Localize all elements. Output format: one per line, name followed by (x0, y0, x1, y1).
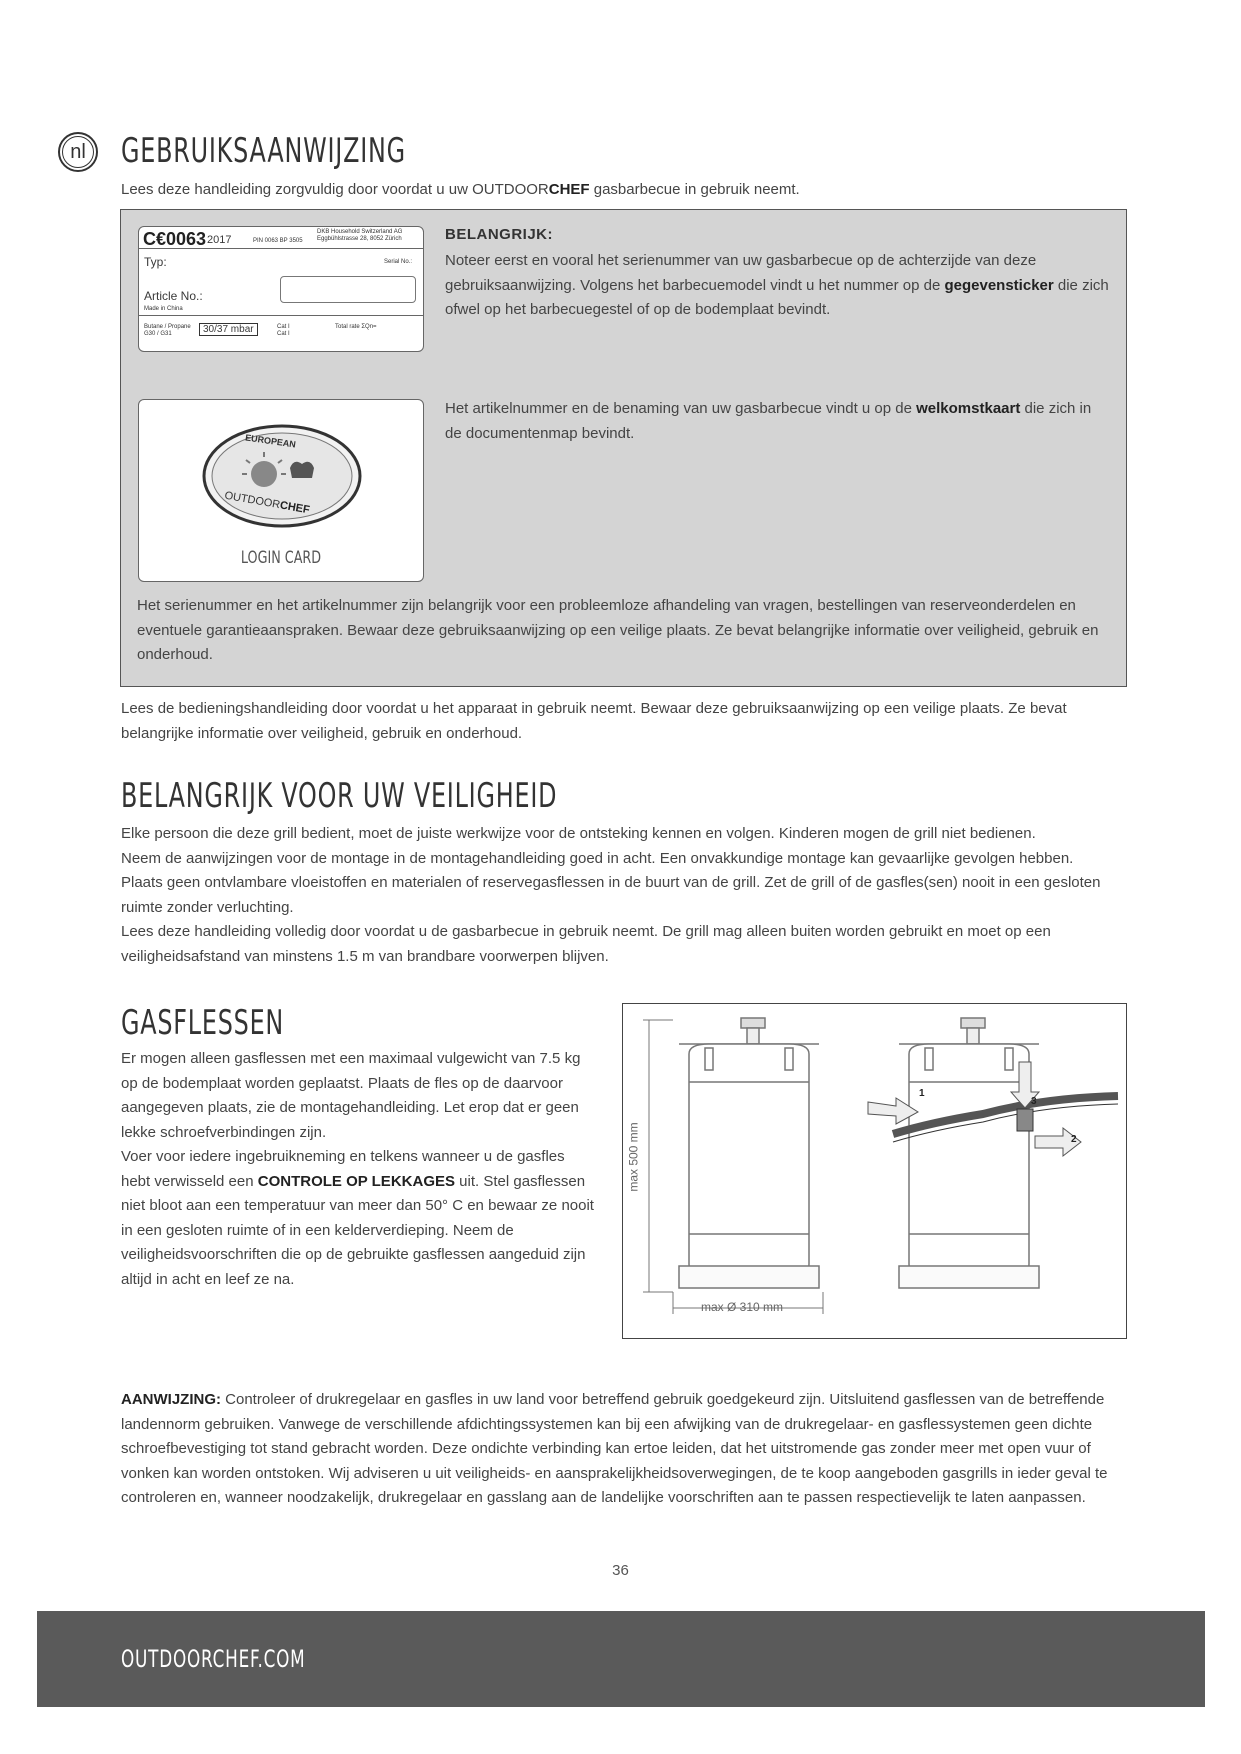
manual-title: GEBRUIKSAANWIJZING (121, 131, 406, 171)
step-1-label: 1 (919, 1088, 925, 1099)
plate-company: DKB Household Switzerland AG (317, 229, 403, 235)
step-3-label: 3 (1031, 1096, 1037, 1107)
plate-typ-label: Typ: (144, 255, 167, 269)
footer-url[interactable]: OUTDOORCHEF.COM (121, 1645, 306, 1673)
note-label: AANWIJZING: (121, 1391, 221, 1408)
important-paragraph-1: Noteer eerst en vooral het serienummer van uw gasbarbecue op de achterzijde van deze gebruiksaanwijzing. Volgens het barbecuemodel vindt u het nummer op de gegevensticker die zich ofwel op het barbecuegestel of op de bodemplaat bevindt. (445, 252, 1109, 318)
safety-line-3: Plaats geen ontvlambare vloeistoffen en materialen of reservegasflessen in de buurt van de grill. Zet de grill of de gasfles(sen) nooit in een gesloten ruimte zonder verluchting. (121, 874, 1101, 916)
important-paragraph-2: Het artikelnummer en de benaming van uw gasbarbecue vindt u op de welkomstkaart die zich in de documentenmap bevindt. (445, 400, 1092, 442)
serial-number-field (280, 276, 416, 303)
logo-brand: OUTDOORCHEF (223, 489, 311, 517)
plate-cat2: Cat I (277, 331, 290, 337)
gas-title: GASFLESSEN (121, 1003, 285, 1043)
safety-line-1: Elke persoon die deze grill bedient, moet de juiste werkwijze voor de ontsteking kennen en volgen. Kinderen mogen de grill niet bedienen. (121, 825, 1036, 842)
plate-gas-codes: G30 / G31 (144, 331, 172, 337)
safety-line-4: Lees deze handleiding volledig door voordat u de gasbarbecue in gebruik neemt. De grill mag alleen buiten worden gebruikt en moet op een veiligheidsafstand van minstens 1.5 m van brandbare voorwerpen blijven. (121, 923, 1051, 965)
gas-bottle-illustration (623, 1004, 1126, 1338)
plate-pressure: 30/37 mbar (199, 323, 258, 336)
plate-serial-label: Serial No.: (384, 259, 413, 265)
plate-gas-type: Butane / Propane (144, 324, 191, 330)
plate-pin: PIN 0063 BP 3505 (253, 238, 303, 244)
important-heading: BELANGRIJK: (445, 226, 554, 243)
plate-cat1: Cat I (277, 324, 290, 330)
plate-total-rate: Total rate ΣQn= (335, 324, 377, 330)
plate-made-in: Made in China (144, 306, 183, 312)
width-dimension-label: max Ø 310 mm (701, 1300, 784, 1314)
note-text: AANWIJZING: Controleer of drukregelaar en gasfles in uw land voor betreffend gebruik goedgekeurd zijn. Uitsluitend gasflessen van de betreffende landennorm gebruiken. Vanwege de verschillende afdichtingssystemen kan bij een afwijking van de drukregelaar- en gasflessystemen geen dichte schroefbevestiging tot stand gebracht worden. Deze ondichte verbinding kan ertoe leiden, dat het uitstromende gas zonder meer met open vuur of vonken kan worden ontstoken. Wij adviseren u uit veiligheids- en aansprakelijkheidsoverwegingen, de te koop aangeboden gasgrills in ieder geval te controleren en, wanneer noodzakelijk, drukregelaar en gasslang aan de landelijke voorschriften aan te passen respectievelijk te laten aanpassen. (121, 1391, 1108, 1506)
gas-bottle-diagram (622, 1003, 1127, 1339)
language-badge: nl (58, 132, 98, 172)
gas-paragraph-1: Er mogen alleen gasflessen met een maximaal vulgewicht van 7.5 kg op de bodemplaat worden geplaatst. Plaats de fles op de daarvoor aangegeven plaats, zie de montagehandleiding. Let erop dat er geen lekke schroefverbindingen zijn. (121, 1050, 581, 1141)
gas-paragraph-2: Voer voor iedere ingebruikneming en telkens wanneer u de gasfles hebt verwisseld een CONTROLE OP LEKKAGES uit. Stel gasflessen niet bloot aan een temperatuur van meer dan 50° C en bewaar ze nooit in een gesloten ruimte of in een kelderverdieping. Neem de veiligheidsvoorschriften die op de gebruikte gasflessen aangeduid zijn altijd in acht en leef ze na. (121, 1148, 594, 1288)
step-2-label: 2 (1071, 1134, 1077, 1145)
login-card (138, 399, 424, 582)
rating-plate (138, 226, 424, 352)
height-dimension-label: max 500 mm (626, 1122, 641, 1192)
logo-european: EUROPEAN (244, 432, 297, 450)
safety-line-2: Neem de aanwijzingen voor de montage in de montagehandleiding goed in acht. Een onvakkundige montage kan gevaarlijke gevolgen hebben. (121, 849, 1074, 867)
login-card-label: LOGIN CARD (240, 548, 322, 568)
page-number: 36 (612, 1562, 629, 1579)
plate-article-label: Article No.: (144, 289, 203, 303)
ce-mark: C€0063 (143, 229, 207, 249)
read-manual-text: Lees de bedieningshandleiding door voordat u het apparaat in gebruik neemt. Bewaar deze gebruiksaanwijzing op een veilige plaats. Ze bevat belangrijke informatie over veiligheid, gebruik en onderhoud. (121, 700, 1067, 742)
safety-title: BELANGRIJK VOOR UW VEILIGHEID (121, 776, 558, 816)
manual-intro: Lees deze handleiding zorgvuldig door voordat u uw OUTDOORCHEF gasbarbecue in gebruik neemt. (121, 181, 800, 198)
footer-bar (37, 1611, 1205, 1707)
gas-text (121, 1047, 597, 1292)
important-bottom-text: Het serienummer en het artikelnummer zijn belangrijk voor een probleemloze afhandeling van vragen, bestellingen van reserveonderdelen en eventuele garantieaanspraken. Bewaar deze gebruiksaanwijzing op een veilige plaats. Ze bevat belangrijke informatie over veiligheid, gebruik en onderhoud. (137, 597, 1099, 663)
plate-address: Eggbühlstrasse 28, 8052 Zürich (317, 236, 402, 242)
plate-year: 2017 (207, 234, 232, 246)
safety-text (121, 822, 1131, 969)
